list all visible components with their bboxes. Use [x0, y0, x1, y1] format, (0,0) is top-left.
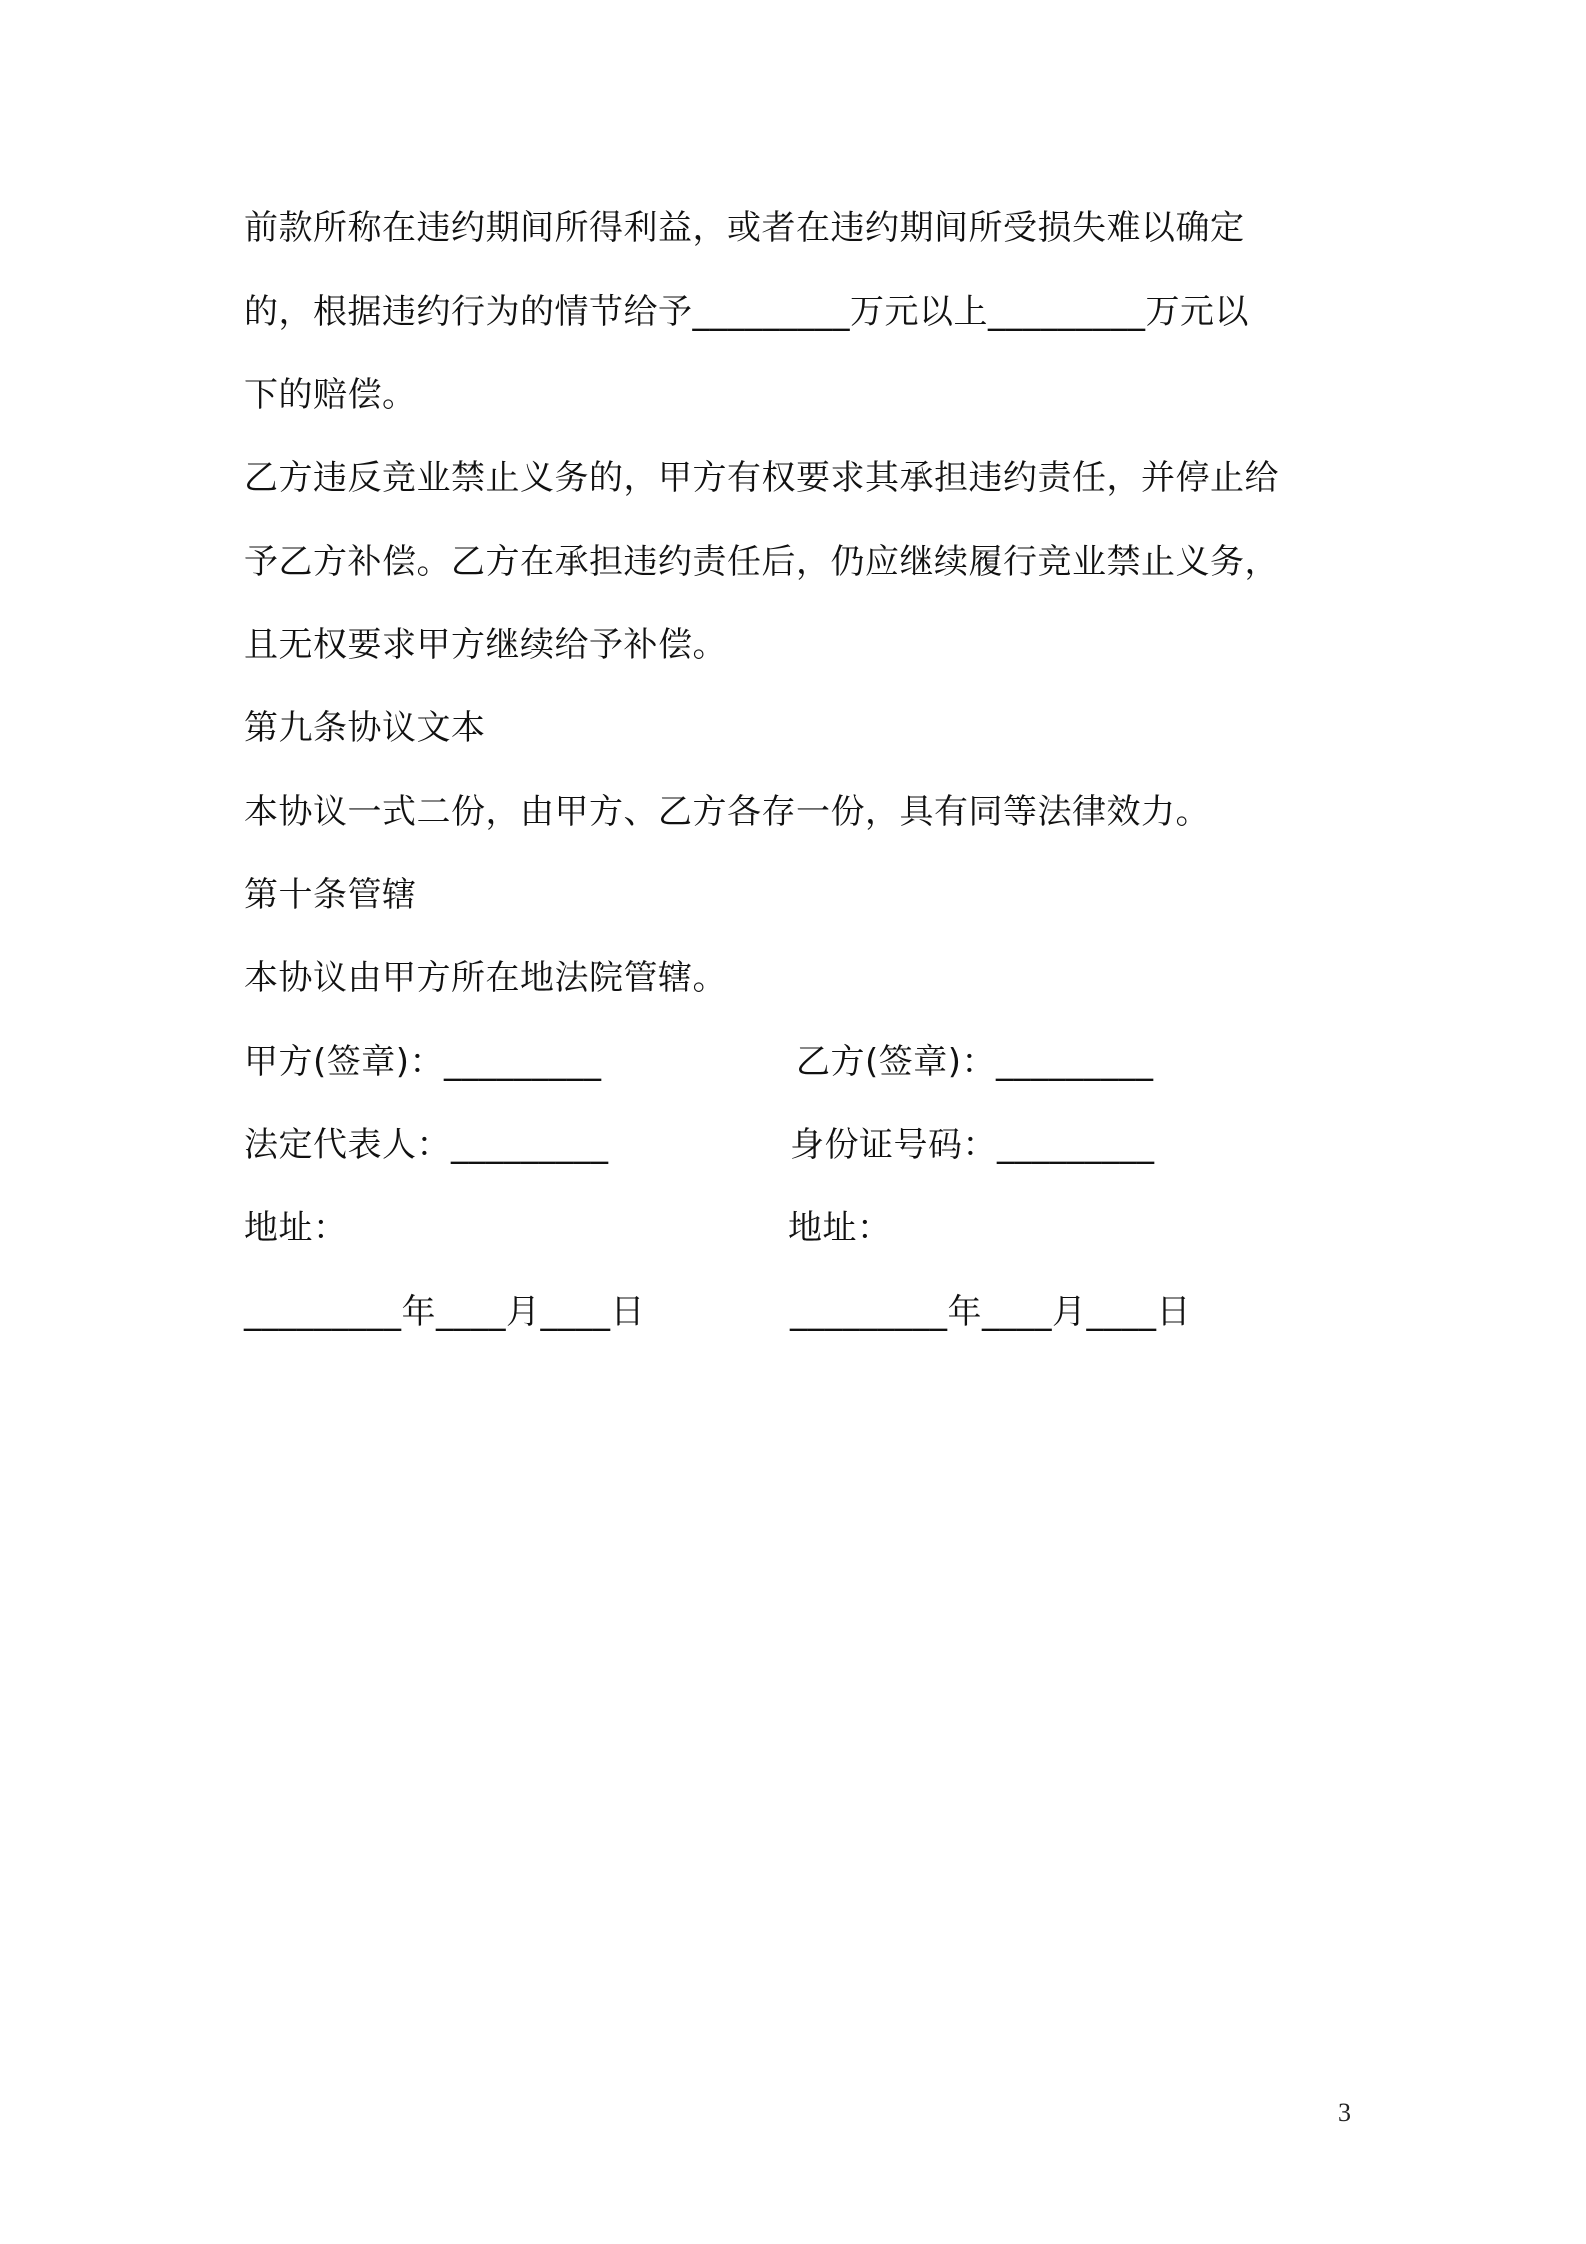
party-b-date-field: _________年____月____日 [790, 1292, 1191, 1332]
party-b-address-field: 地址： [788, 1208, 892, 1248]
paragraph-line-6: 且无权要求甲方继续给予补偿。 [244, 625, 727, 665]
paragraph-line-1: 前款所称在违约期间所得利益，或者在违约期间所受损失难以确定 [244, 208, 1245, 248]
party-a-seal-field: 甲方(签章)：_________ [244, 1042, 602, 1082]
paragraph-line-8: 本协议由甲方所在地法院管辖。 [244, 958, 727, 998]
paragraph-line-2: 的，根据违约行为的情节给予_________万元以上_________万元以 [244, 292, 1249, 332]
party-a-representative-field: 法定代表人：_________ [244, 1125, 609, 1165]
paragraph-line-7: 本协议一式二份，由甲方、乙方各存一份，具有同等法律效力。 [244, 792, 1210, 832]
paragraph-line-4: 乙方违反竞业禁止义务的，甲方有权要求其承担违约责任，并停止给 [244, 458, 1279, 498]
party-b-seal-field: 乙方(签章)：_________ [796, 1042, 1154, 1082]
party-a-date-field: _________年____月____日 [244, 1292, 645, 1332]
section-heading-article-9: 第九条协议文本 [244, 708, 486, 748]
party-a-address-field: 地址： [244, 1208, 348, 1248]
paragraph-line-5: 予乙方补偿。乙方在承担违约责任后，仍应继续履行竞业禁止义务， [244, 542, 1279, 582]
page-number: 3 [1338, 2098, 1351, 2127]
party-b-id-number-field: 身份证号码：_________ [790, 1125, 1155, 1165]
paragraph-line-3: 下的赔偿。 [244, 375, 417, 415]
section-heading-article-10: 第十条管辖 [244, 875, 417, 915]
